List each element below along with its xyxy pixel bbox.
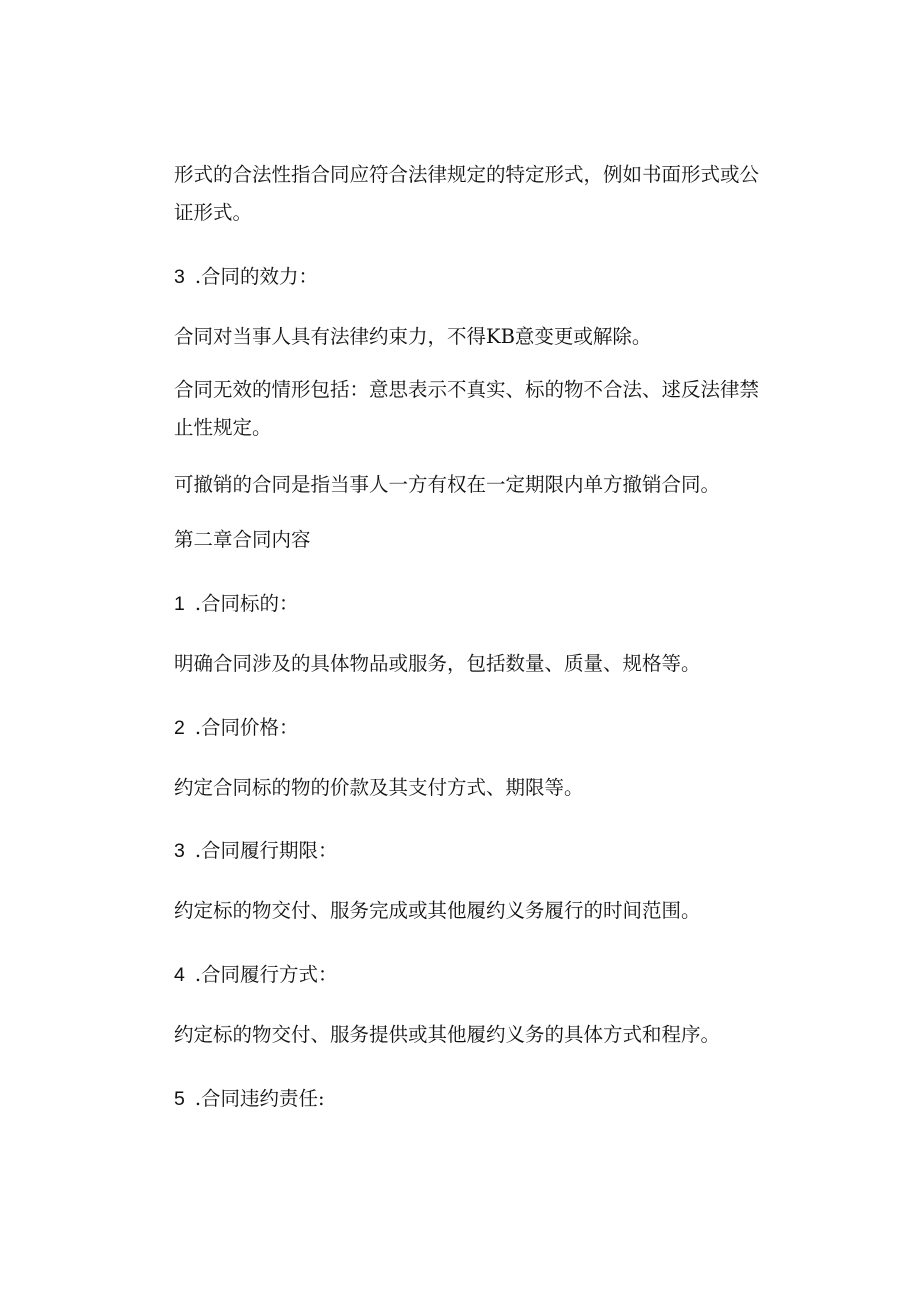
chapter-title: 第二章合同内容 [174,528,311,551]
heading-performance-period [174,838,338,864]
paragraph-period-detail: 约定标的物交付、服务完成或其他履约义务履行的时间范围。 [174,899,701,922]
heading-contract-subject [174,591,299,617]
paragraph-form-legality: 形式的合法性指合同应符合法律规定的特定形式，例如书面形式或公证形式。 [174,163,760,224]
heading-performance-method [174,962,338,988]
paragraph-subject-detail: 明确合同涉及的具体物品或服务，包括数量、质量、规格等。 [174,652,701,675]
heading-number: 2 [174,717,185,739]
heading-number: 3 [174,840,185,862]
heading-breach-liability [174,1086,325,1112]
paragraph-invalid-cases: 合同无效的情形包括：意思表示不真实、标的物不合法、逑反法律禁止性规定。 [174,378,760,439]
heading-text: .合同的效力： [194,265,319,288]
heading-text: .合同履行期限： [194,839,338,862]
heading-number: 1 [174,593,185,615]
heading-contract-price [174,715,299,741]
paragraph-revocable-contract: 可撤销的合同是指当事人一方有权在一定期限内单方撤销合同。 [174,473,721,496]
heading-text: .合同违约责任: [194,1087,325,1110]
heading-contract-effect [174,264,318,290]
paragraph-binding-force: 合同对当事人具有法律约束力，不得KB意变更或解除。 [174,325,652,348]
heading-text: .合同履行方式： [194,963,338,986]
heading-number: 4 [174,964,185,986]
heading-number: 5 [174,1088,185,1110]
paragraph-price-detail: 约定合同标的物的价款及其支付方式、期限等。 [174,776,584,799]
heading-number: 3 [174,266,185,288]
heading-text: .合同价格： [194,716,299,739]
heading-text: .合同标的： [194,592,299,615]
paragraph-method-detail: 约定标的物交付、服务提供或其他履约义务的具体方式和程序。 [174,1023,721,1046]
